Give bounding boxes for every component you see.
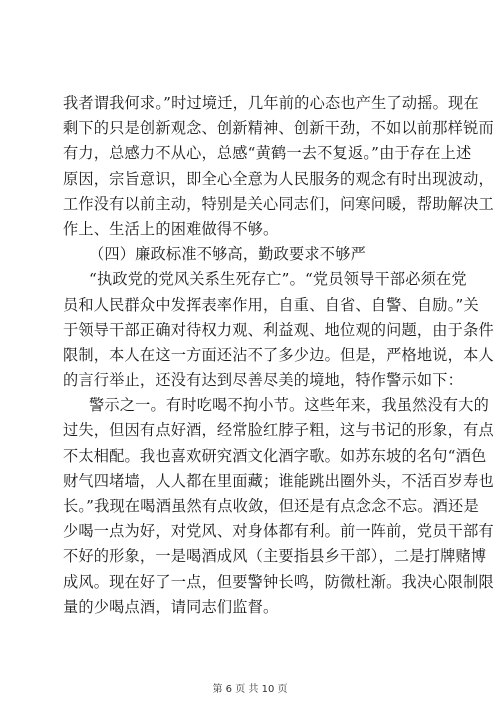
text-line: 限制，本人在这一方面还沾不了多少边。但是，严格地说，本人 [63, 345, 494, 364]
text-line: 原因，宗旨意识，即全心全意为人民服务的观念有时出现波动， [63, 169, 494, 188]
text-line: 工作没有以前主动，特别是关心同志们，问寒问暖，帮助解决工 [63, 194, 494, 213]
text-line: 过失，但因有点好酒，经常脸红脖子粗，这与书记的形象，有点 [63, 421, 494, 440]
text-line: 于领导干部正确对待权力观、利益观、地位观的问题，由于条件 [63, 320, 494, 339]
text-line: 我者谓我何求。”时过境迁，几年前的心态也产生了动摇。现在 [63, 94, 479, 112]
text-line: 的言行举止，还没有达到尽善尽美的境地，特作警示如下： [63, 371, 464, 390]
document-body [63, 91, 494, 620]
text-line: 成风。现在好了一点，但要警钟长鸣，防微杜渐。我决心限制限 [63, 572, 494, 591]
text-line: 员和人民群众中发挥表率作用，自重、自省、自警、自励。”关 [63, 295, 479, 314]
text-line: 有力，总感力不从心，总感“黄鹤一去不复返。”由于存在上述 [63, 144, 472, 163]
text-line: “执政党的党风关系生死存亡”。“党员领导干部必须在党 [89, 270, 467, 289]
text-line: 不太相配。我也喜欢研究酒文化酒字歌。如苏东坡的名句“酒色 [63, 446, 487, 465]
text-line: 财气四堵墙，人人都在里面藏；谁能跳出圈外头，不活百岁寿也 [63, 471, 494, 490]
text-line: 警示之一。有时吃喝不拘小节。这些年来，我虽然没有大的 [89, 396, 490, 415]
text-line: 少喝一点为好，对党风、对身体都有利。前一阵前，党员干部有 [63, 522, 494, 541]
text-line: 长。”我现在喝酒虽然有点收敛，但还是有点念念不忘。酒还是 [63, 497, 479, 515]
text-line: 剩下的只是创新观念、创新精神、创新干劲，不如以前那样锐而 [63, 119, 494, 138]
text-line: 不好的形象，一是喝酒成风（主要指县乡干部），二是打牌赌博 [63, 547, 487, 566]
text-line: 作上、生活上的困难做得不够。 [63, 219, 279, 238]
text-line: （四）廉政标准不够高，勤政要求不够严 [89, 245, 366, 264]
text-line: 量的少喝点酒，请同志们监督。 [63, 597, 279, 616]
page-footer: 第 6 页 共 10 页 [212, 684, 288, 695]
